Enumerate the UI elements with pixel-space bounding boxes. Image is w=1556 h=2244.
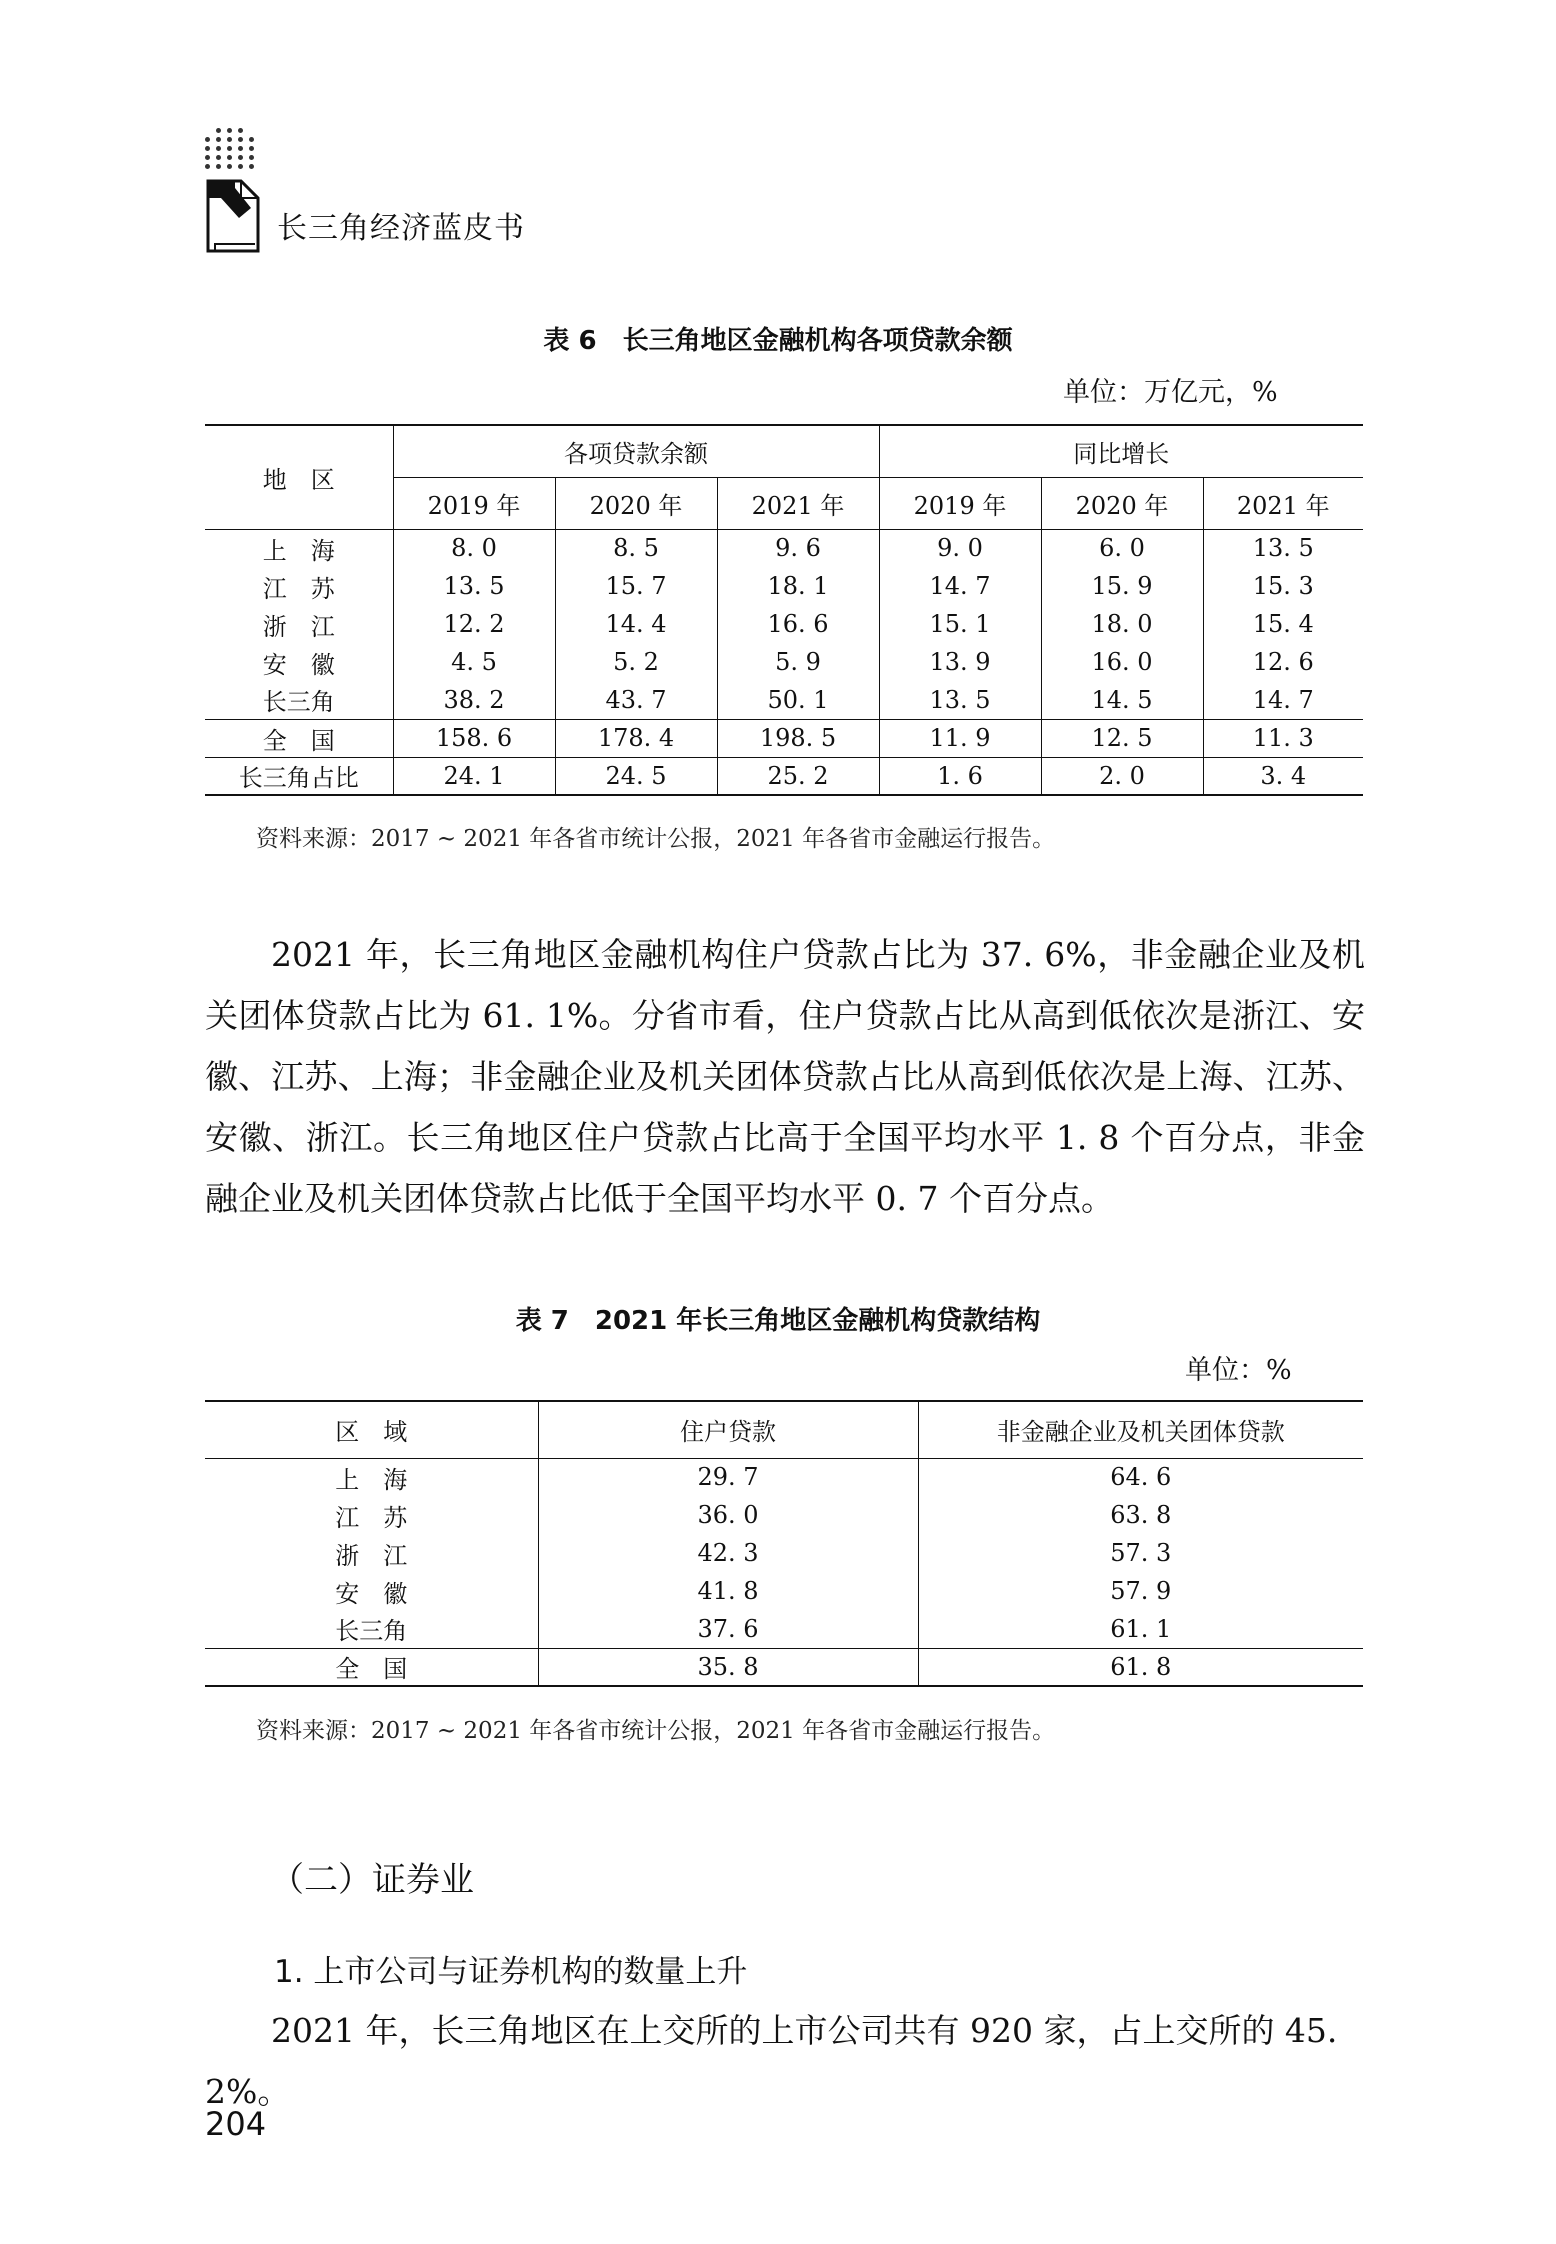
value-cell: 2. 0 <box>1041 757 1203 795</box>
value-cell: 15. 3 <box>1203 567 1363 605</box>
table7-header: 非金融企业及机关团体贷款 <box>918 1401 1363 1458</box>
table-row <box>205 1458 1363 1496</box>
value-cell: 8. 5 <box>555 529 717 567</box>
value-cell: 11. 9 <box>879 719 1041 757</box>
table7 <box>205 1400 1363 1687</box>
value-cell: 43. 7 <box>555 681 717 719</box>
value-cell: 14. 5 <box>1041 681 1203 719</box>
value-cell: 14. 7 <box>1203 681 1363 719</box>
table6-row-header: 地 区 <box>205 425 393 529</box>
value-cell: 16. 6 <box>717 605 879 643</box>
value-cell: 198. 5 <box>717 719 879 757</box>
region-cell: 安 徽 <box>335 1579 408 1608</box>
value-cell: 13. 5 <box>393 567 555 605</box>
table-row <box>205 757 1363 795</box>
table6-year-header: 2019 年 <box>393 477 555 529</box>
value-cell: 37. 6 <box>538 1610 918 1648</box>
table6-title: 表 6 长三角地区金融机构各项贷款余额 <box>543 326 1013 356</box>
table-row <box>205 1534 1363 1572</box>
value-cell: 24. 1 <box>393 757 555 795</box>
value-cell: 15. 4 <box>1203 605 1363 643</box>
table6-body <box>205 529 1363 795</box>
table7-header: 区 域 <box>205 1401 538 1458</box>
table7-source: 资料来源：2017 ~ 2021 年各省市统计公报，2021 年各省市金融运行报告。 <box>256 1718 1056 1744</box>
table-row <box>205 719 1363 757</box>
value-cell: 57. 3 <box>918 1534 1363 1572</box>
value-cell: 9. 6 <box>717 529 879 567</box>
value-cell: 42. 3 <box>538 1534 918 1572</box>
table-row <box>205 1496 1363 1534</box>
region-cell: 浙 江 <box>262 612 335 641</box>
value-cell: 8. 0 <box>393 529 555 567</box>
value-cell: 57. 9 <box>918 1572 1363 1610</box>
book-corner-icon <box>205 178 261 254</box>
table-row <box>205 529 1363 567</box>
value-cell: 14. 7 <box>879 567 1041 605</box>
table6-group-header: 各项贷款余额 <box>393 425 879 477</box>
region-cell: 江 苏 <box>335 1503 408 1532</box>
table-row <box>205 1572 1363 1610</box>
value-cell: 12. 6 <box>1203 643 1363 681</box>
section-heading: （二）证券业 <box>270 1860 474 1900</box>
value-cell: 158. 6 <box>393 719 555 757</box>
value-cell: 24. 5 <box>555 757 717 795</box>
header-dots-ornament <box>205 128 257 172</box>
value-cell: 12. 5 <box>1041 719 1203 757</box>
table-row <box>205 1610 1363 1648</box>
table6-group-header: 同比增长 <box>879 425 1363 477</box>
region-cell: 全 国 <box>262 726 335 755</box>
region-cell: 江 苏 <box>262 574 335 603</box>
table7-unit: 单位：% <box>1185 1355 1292 1386</box>
value-cell: 15. 1 <box>879 605 1041 643</box>
value-cell: 13. 5 <box>1203 529 1363 567</box>
region-cell: 浙 江 <box>335 1541 408 1570</box>
value-cell: 5. 9 <box>717 643 879 681</box>
value-cell: 3. 4 <box>1203 757 1363 795</box>
region-cell: 全 国 <box>335 1655 408 1684</box>
value-cell: 36. 0 <box>538 1496 918 1534</box>
value-cell: 18. 1 <box>717 567 879 605</box>
value-cell: 1. 6 <box>879 757 1041 795</box>
value-cell: 18. 0 <box>1041 605 1203 643</box>
value-cell: 15. 7 <box>555 567 717 605</box>
region-cell: 长三角 <box>335 1617 408 1646</box>
table-row <box>205 605 1363 643</box>
table6-unit: 单位：万亿元，% <box>1063 377 1278 408</box>
table-row <box>205 643 1363 681</box>
value-cell: 178. 4 <box>555 719 717 757</box>
value-cell: 63. 8 <box>918 1496 1363 1534</box>
value-cell: 41. 8 <box>538 1572 918 1610</box>
region-cell: 长三角占比 <box>238 764 359 793</box>
value-cell: 15. 9 <box>1041 567 1203 605</box>
region-cell: 安 徽 <box>262 650 335 679</box>
table6-year-header: 2020 年 <box>555 477 717 529</box>
value-cell: 61. 1 <box>918 1610 1363 1648</box>
value-cell: 16. 0 <box>1041 643 1203 681</box>
value-cell: 61. 8 <box>918 1648 1363 1686</box>
table-row <box>205 681 1363 719</box>
value-cell: 5. 2 <box>555 643 717 681</box>
value-cell: 9. 0 <box>879 529 1041 567</box>
region-cell: 上 海 <box>262 536 335 565</box>
value-cell: 4. 5 <box>393 643 555 681</box>
value-cell: 6. 0 <box>1041 529 1203 567</box>
body-paragraph: 2021 年，长三角地区在上交所的上市公司共有 920 家，占上交所的 45. 2%。 <box>205 2011 1338 2111</box>
value-cell: 38. 2 <box>393 681 555 719</box>
region-cell: 长三角 <box>262 688 335 717</box>
table7-body <box>205 1458 1363 1686</box>
table6-year-header: 2020 年 <box>1041 477 1203 529</box>
value-cell: 50. 1 <box>717 681 879 719</box>
subsection-heading: 1. 上市公司与证券机构的数量上升 <box>274 1954 748 1990</box>
table6-year-header: 2019 年 <box>879 477 1041 529</box>
value-cell: 29. 7 <box>538 1458 918 1496</box>
table-row <box>205 1648 1363 1686</box>
table7-title: 表 7 2021 年长三角地区金融机构贷款结构 <box>515 1306 1041 1336</box>
value-cell: 14. 4 <box>555 605 717 643</box>
table6-year-header: 2021 年 <box>1203 477 1363 529</box>
value-cell: 12. 2 <box>393 605 555 643</box>
value-cell: 13. 5 <box>879 681 1041 719</box>
series-title: 长三角经济蓝皮书 <box>277 211 525 246</box>
value-cell: 35. 8 <box>538 1648 918 1686</box>
page-number: 204 <box>205 2105 267 2143</box>
body-paragraph: 2021 年，长三角地区金融机构住户贷款占比为 37. 6%，非金融企业及机关团体贷款占比为 61. 1%。分省市看，住户贷款占比从高到低依次是浙江、安徽、江苏、上海；非金融企业及机关团体贷款占比从高到低依次是上海、江苏、安徽、浙江。长三角地区住户贷款占比高于全国平均水平 1. 8 个百分点，非金融企业及机关团体贷款占比低于全国平均水平 0. 7 个百分点。 <box>205 935 1365 1218</box>
value-cell: 13. 9 <box>879 643 1041 681</box>
table-row <box>205 567 1363 605</box>
table7-header: 住户贷款 <box>538 1401 918 1458</box>
value-cell: 11. 3 <box>1203 719 1363 757</box>
value-cell: 25. 2 <box>717 757 879 795</box>
table6 <box>205 424 1363 796</box>
table6-year-header: 2021 年 <box>717 477 879 529</box>
table6-source: 资料来源：2017 ~ 2021 年各省市统计公报，2021 年各省市金融运行报告。 <box>256 826 1056 852</box>
region-cell: 上 海 <box>335 1465 408 1494</box>
value-cell: 64. 6 <box>918 1458 1363 1496</box>
